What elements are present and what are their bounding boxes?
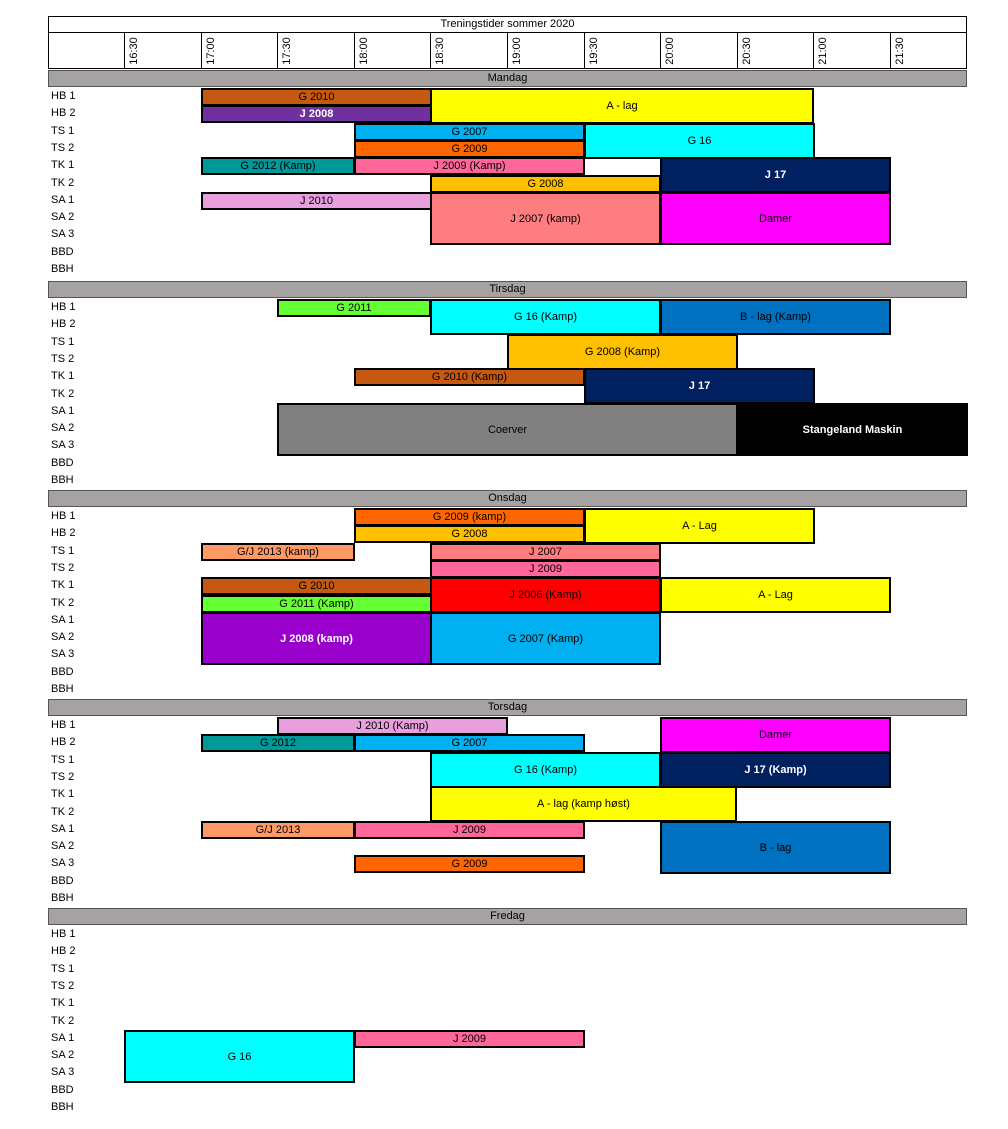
training-block: Stangeland Maskin [737, 403, 968, 456]
court-label: SA 2 [51, 1049, 75, 1061]
schedule-title: Treningstider sommer 2020 [48, 16, 967, 33]
court-label: TS 2 [51, 771, 75, 783]
time-label [357, 33, 371, 69]
training-block: A - lag (kamp høst) [430, 786, 737, 822]
training-block: J 2009 [430, 560, 661, 578]
time-label [893, 33, 907, 69]
court-label: HB 2 [51, 527, 76, 539]
training-block: Damer [660, 192, 891, 245]
time-label-text: 18:00 [358, 37, 370, 65]
court-label: HB 2 [51, 945, 76, 957]
day-header-mandag: Mandag [48, 70, 967, 87]
court-label: HB 1 [51, 928, 76, 940]
court-label: HB 2 [51, 107, 76, 119]
court-label: SA 1 [51, 614, 75, 626]
training-block: A - lag [430, 88, 814, 124]
time-label-text: 20:00 [664, 37, 676, 65]
training-block: J 2007 (kamp) [430, 192, 661, 245]
time-label-text: 21:00 [817, 37, 829, 65]
training-block: G 2008 [430, 175, 661, 193]
court-label: TS 1 [51, 545, 75, 557]
time-gridline [201, 33, 202, 69]
court-label: SA 3 [51, 228, 75, 240]
time-gridline [277, 33, 278, 69]
training-block: G 16 (Kamp) [430, 299, 661, 335]
court-label: TS 2 [51, 562, 75, 574]
court-label: HB 1 [51, 90, 76, 102]
court-label: TS 2 [51, 980, 75, 992]
time-gridline [584, 33, 585, 69]
court-label: HB 2 [51, 736, 76, 748]
time-label [433, 33, 447, 69]
day-header-onsdag: Onsdag [48, 490, 967, 507]
court-label: TK 2 [51, 177, 75, 189]
court-label: TK 1 [51, 788, 75, 800]
court-label: SA 2 [51, 631, 75, 643]
time-label-text: 17:00 [205, 37, 217, 65]
court-label: TK 2 [51, 1015, 75, 1027]
time-gridline [890, 33, 891, 69]
court-label: TK 1 [51, 159, 75, 171]
court-label: SA 1 [51, 1032, 75, 1044]
time-gridline [813, 33, 814, 69]
training-block: G 2012 [201, 734, 355, 752]
court-label: BBH [51, 892, 74, 904]
training-block: G 2008 [354, 525, 585, 543]
court-label: BBH [51, 683, 74, 695]
court-label: TS 2 [51, 353, 75, 365]
court-label: BBH [51, 1101, 74, 1113]
training-block: G 2010 (Kamp) [354, 368, 585, 386]
training-block: J 2009 [354, 1030, 585, 1048]
time-label-text: 16:30 [128, 37, 140, 65]
time-label [280, 33, 294, 69]
training-block: G 2007 [354, 734, 585, 752]
court-label: TS 1 [51, 963, 75, 975]
day-header-torsdag: Torsdag [48, 699, 967, 716]
training-block: G/J 2013 [201, 821, 355, 839]
training-block: G 2009 (kamp) [354, 508, 585, 526]
training-block: J 2009 (Kamp) [354, 157, 585, 175]
court-label: BBH [51, 263, 74, 275]
court-label: BBD [51, 457, 74, 469]
training-block: J 2009 [354, 821, 585, 839]
time-label [816, 33, 830, 69]
court-label: TS 1 [51, 125, 75, 137]
time-label-text: 20:30 [741, 37, 753, 65]
training-block: J 2007 [430, 543, 661, 561]
training-block: J 2010 [201, 192, 432, 210]
court-label: TS 1 [51, 754, 75, 766]
court-label: BBD [51, 1084, 74, 1096]
time-gridline [124, 33, 125, 69]
training-block: J 2008 (kamp) [201, 612, 432, 665]
time-label-text: 18:30 [434, 37, 446, 65]
training-block: Damer [660, 717, 891, 753]
time-gridline [430, 33, 431, 69]
training-block: J 2006 (Kamp) [430, 577, 661, 613]
court-label: SA 2 [51, 422, 75, 434]
court-label: HB 2 [51, 318, 76, 330]
time-label-text: 19:30 [588, 37, 600, 65]
time-label [663, 33, 677, 69]
day-header-fredag: Fredag [48, 908, 967, 925]
training-block: G 2009 [354, 140, 585, 158]
training-block: G 2010 [201, 88, 432, 106]
court-label: SA 1 [51, 405, 75, 417]
court-label: BBD [51, 246, 74, 258]
training-block: G 2012 (Kamp) [201, 157, 355, 175]
court-label: TK 2 [51, 597, 75, 609]
court-label: SA 3 [51, 857, 75, 869]
time-gridline [660, 33, 661, 69]
day-header-tirsdag: Tirsdag [48, 281, 967, 298]
court-label: SA 3 [51, 1066, 75, 1078]
court-label: BBH [51, 474, 74, 486]
training-block: Coerver [277, 403, 738, 456]
time-label-text: 19:00 [511, 37, 523, 65]
court-label: TK 1 [51, 997, 75, 1009]
training-block: G 16 [584, 123, 815, 159]
court-label: TK 1 [51, 370, 75, 382]
court-label: TK 2 [51, 388, 75, 400]
court-label: SA 3 [51, 439, 75, 451]
court-label: SA 3 [51, 648, 75, 660]
training-block: J 17 (Kamp) [660, 752, 891, 788]
training-block: A - Lag [584, 508, 815, 544]
time-gridline [354, 33, 355, 69]
time-label [127, 33, 141, 69]
time-label [204, 33, 218, 69]
training-block: B - lag (Kamp) [660, 299, 891, 335]
training-block: G 2009 [354, 855, 585, 873]
court-label: TK 1 [51, 579, 75, 591]
court-label: TK 2 [51, 806, 75, 818]
training-block: B - lag [660, 821, 891, 874]
training-block: G 16 [124, 1030, 355, 1083]
court-label: HB 1 [51, 719, 76, 731]
training-block: G 16 (Kamp) [430, 752, 661, 788]
court-label: SA 1 [51, 823, 75, 835]
court-label: TS 1 [51, 336, 75, 348]
court-label: BBD [51, 875, 74, 887]
time-label [740, 33, 754, 69]
training-block: J 2010 (Kamp) [277, 717, 508, 735]
training-block: G 2008 (Kamp) [507, 334, 738, 370]
time-gridline [737, 33, 738, 69]
court-label: SA 1 [51, 194, 75, 206]
time-label-text: 21:30 [894, 37, 906, 65]
training-block: G 2007 (Kamp) [430, 612, 661, 665]
training-block: G 2011 [277, 299, 431, 317]
training-block: J 17 [584, 368, 815, 404]
training-block: G 2010 [201, 577, 432, 595]
time-label [510, 33, 524, 69]
court-label: BBD [51, 666, 74, 678]
court-label: SA 2 [51, 211, 75, 223]
training-block: G/J 2013 (kamp) [201, 543, 355, 561]
court-label: TS 2 [51, 142, 75, 154]
time-label [587, 33, 601, 69]
training-block: G 2011 (Kamp) [201, 595, 432, 613]
court-label: HB 1 [51, 301, 76, 313]
training-block: G 2007 [354, 123, 585, 141]
court-label: HB 1 [51, 510, 76, 522]
training-block: A - Lag [660, 577, 891, 613]
training-block: J 2008 [201, 105, 432, 123]
training-block: J 17 [660, 157, 891, 193]
time-label-text: 17:30 [281, 37, 293, 65]
time-gridline [507, 33, 508, 69]
court-label: SA 2 [51, 840, 75, 852]
